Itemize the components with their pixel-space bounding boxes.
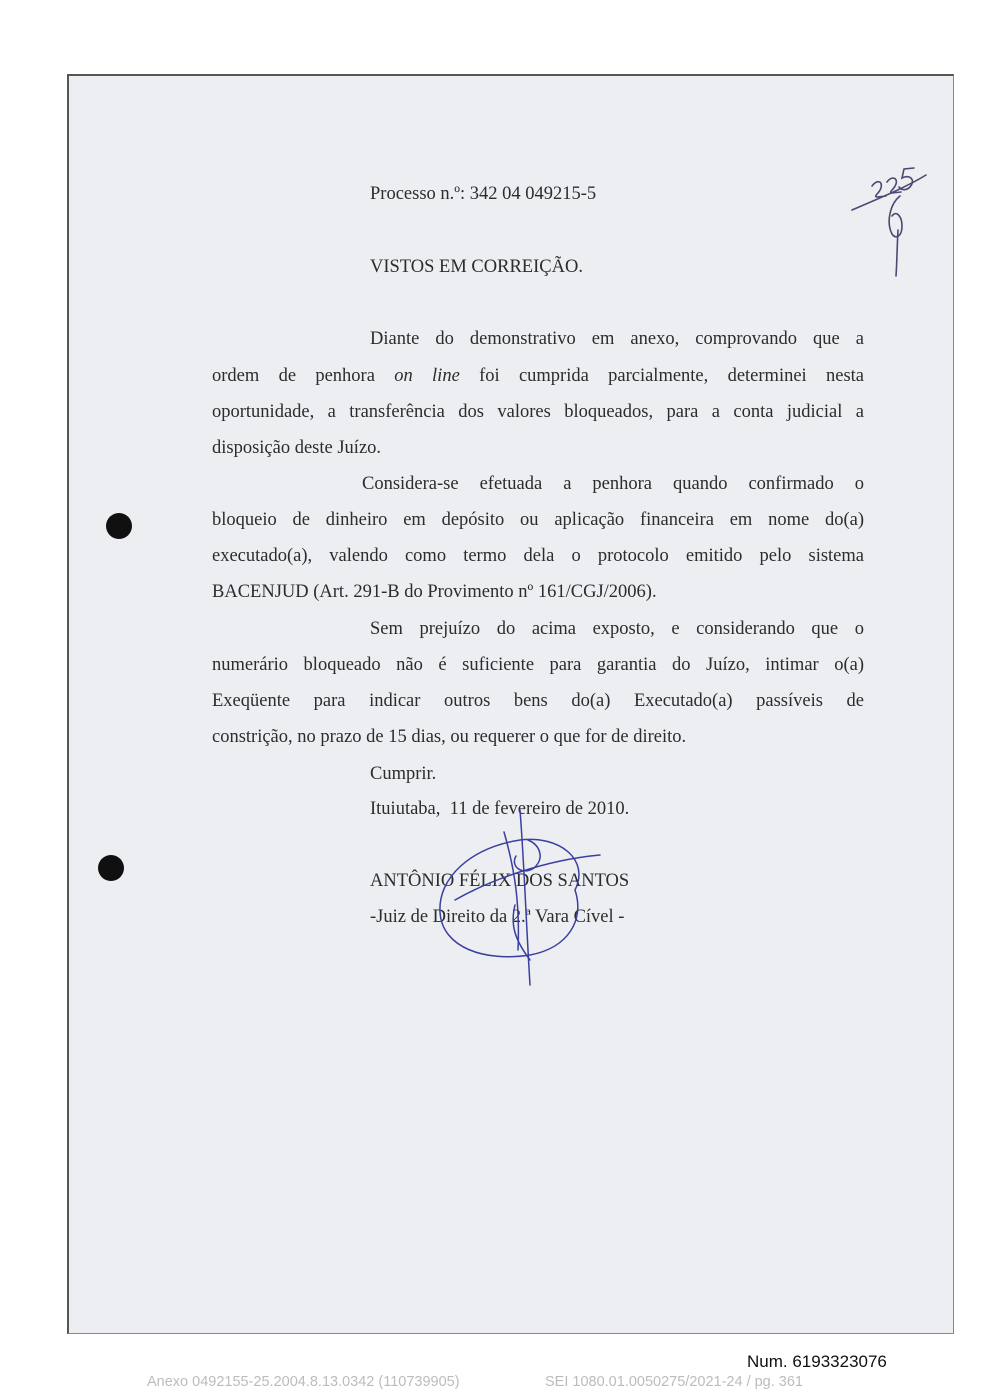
paragraph1-line2-before: ordem de penhora [212,366,375,386]
paragraph3-line4: constrição, no prazo de 15 dias, ou requerer o que for de direito. [212,727,687,747]
paragraph3-line1: Sem prejuízo do acima exposto, e considerando que o [370,619,864,639]
heading: VISTOS EM CORREIÇÃO. [370,257,583,277]
judge-title: -Juiz de Direito da 2.ª Vara Cível - [370,907,625,927]
place-date: Ituiutaba, 11 de fevereiro de 2010. [370,799,630,819]
footer-annex: Anexo 0492155-25.2004.8.13.0342 (110739905) [147,1374,460,1390]
paragraph2-line4: BACENJUD (Art. 291-B do Provimento nº 161/CGJ/2006). [212,582,657,602]
paragraph2-line1: Considera-se efetuada a penhora quando confirmado o [362,474,864,494]
footer-document-number: Num. 6193323076 [747,1352,887,1371]
paragraph1-line2 [212,367,864,386]
paragraph1-line1: Diante do demonstrativo em anexo, comprovando que a [370,329,864,349]
paragraph2-line3: executado(a), valendo como termo dela o protocolo emitido pelo sistema [212,546,864,566]
paragraph2-line2: bloqueio de dinheiro em depósito ou aplicação financeira em nome do(a) [212,510,864,530]
paragraph3-line2: numerário bloqueado não é suficiente para garantia do Juízo, intimar o(a) [212,655,864,675]
punch-hole-bottom [98,855,124,881]
paragraph1-line3: oportunidade, a transferência dos valores bloqueados, para a conta judicial a [212,402,864,422]
punch-hole-top [106,513,132,539]
process-number: Processo n.º: 342 04 049215-5 [370,184,597,204]
paragraph1-line2-italic: on line [394,366,460,386]
closing: Cumprir. [370,764,437,784]
judge-name: ANTÔNIO FÉLIX DOS SANTOS [370,871,630,891]
paragraph1-line2-after: foi cumprida parcialmente, determinei nesta [479,366,864,386]
paragraph1-line4: disposição deste Juízo. [212,438,382,458]
paragraph3-line3: Exeqüente para indicar outros bens do(a) Executado(a) passíveis de [212,691,864,711]
footer-sei: SEI 1080.01.0050275/2021-24 / pg. 361 [545,1374,803,1390]
